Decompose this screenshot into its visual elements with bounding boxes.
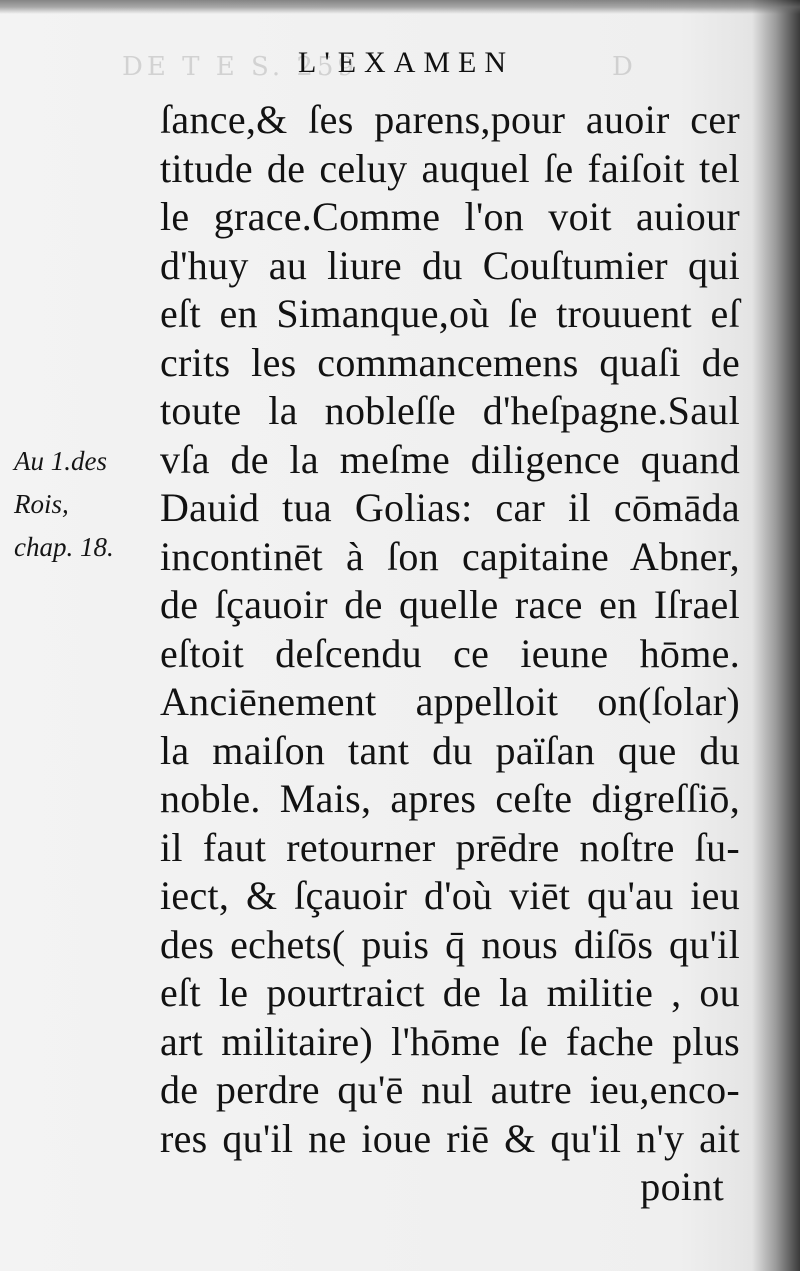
text-line: de ſçauoir de quelle race en Iſrael — [160, 582, 740, 627]
text-line: iect, & ſçauoir d'où viēt qu'au ieu — [160, 873, 740, 918]
text-line: la maiſon tant du païſan que du — [160, 727, 740, 773]
text-line: noble. Mais, apres ceſte digreſſiō, — [160, 776, 740, 821]
text-line: ſance,& ſes parens,pour auoir cer — [160, 97, 740, 142]
text-line: incontinēt à ſon capitaine Abner, — [160, 533, 740, 579]
catchword: point — [640, 1164, 724, 1209]
running-head: L'EXAMEN — [298, 46, 515, 79]
text-line: le grace.Comme l'on voit auiour — [160, 194, 740, 239]
text-line: art militaire) l'hōme ſe fache plus — [160, 1018, 740, 1064]
text-line: Anciēnement appelloit on(ſolar) — [160, 679, 740, 724]
text-line: res qu'il ne ioue riē & qu'il n'y ait — [160, 1115, 740, 1161]
text-line: eſt le pourtraict de la militie , ou — [160, 970, 740, 1015]
margin-note-line: Rois, — [14, 489, 69, 519]
text-line: il faut retourner prēdre noſtre ſu- — [160, 824, 740, 870]
text-line: toute la nobleſſe d'heſpagne.Saul — [160, 388, 740, 433]
page-edge-shadow — [0, 0, 800, 14]
body-text — [160, 96, 740, 1212]
bleed-through-text-left: DE T E S. 259 — [122, 52, 358, 82]
margin-note-line: chap. 18. — [14, 532, 114, 562]
text-line: eſtoit deſcendu ce ieune hōme. — [160, 630, 740, 676]
text-line: eſt en Simanque,où ſe trouuent eſ — [160, 291, 740, 336]
margin-note-line: Au 1.des — [14, 446, 107, 476]
text-line: de perdre qu'ē nul autre ieu,enco- — [160, 1067, 740, 1112]
bleed-through-text-right: D — [612, 52, 637, 82]
margin-note — [14, 440, 154, 569]
text-line: crits les commancemens quaſi de — [160, 339, 740, 385]
text-line: vſa de la meſme diligence quand — [160, 436, 740, 482]
text-line: des echets( puis q̄ nous diſōs qu'il — [160, 921, 740, 967]
text-line: Dauid tua Golias: car il cōmāda — [160, 485, 740, 530]
text-line: titude de celuy auquel ſe faiſoit tel — [160, 145, 740, 191]
text-line: d'huy au liure du Couſtumier qui — [160, 242, 740, 288]
